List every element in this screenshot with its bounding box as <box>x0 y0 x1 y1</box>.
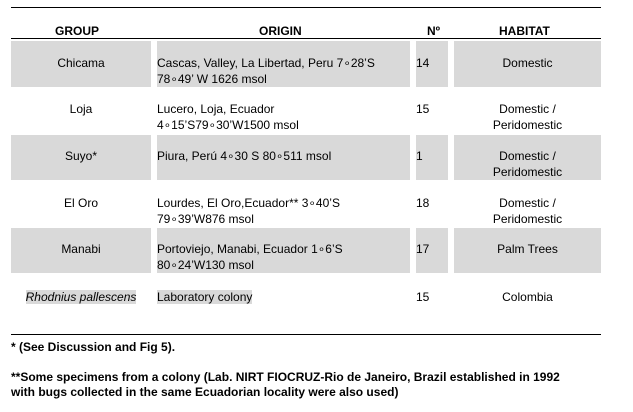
table-row <box>11 99 601 135</box>
habitat-cell: Domestic / Peridomestic <box>492 196 563 226</box>
footnote-discussion: * (See Discussion and Fig 5). <box>11 340 176 354</box>
number-cell: 17 <box>416 228 448 273</box>
number-cell: 18 <box>416 196 430 210</box>
top-rule <box>11 7 601 8</box>
bottom-rule <box>11 334 601 335</box>
group-cell: Loja <box>69 102 93 116</box>
number-cell: 14 <box>416 41 448 87</box>
table-row <box>11 228 601 273</box>
origin-cell: Lucero, Loja, Ecuador 4∘15’S79∘30’W1500 msol <box>157 102 299 132</box>
origin-cell: Lourdes, El Oro,Ecuador** 3∘40’S 79∘39’W876 msol <box>157 196 340 226</box>
origin-cell: Cascas, Valley, La Libertad, Peru 7∘28’S 78∘49’ W 1626 msol <box>157 41 410 87</box>
origin-cell: Laboratory colony <box>157 290 253 304</box>
habitat-cell: Palm Trees <box>454 228 601 273</box>
footnote-colony-line-1: **Some specimens from a colony (Lab. NIRT FIOCRUZ-Rio de Janeiro, Brazil established in 1992 <box>11 370 560 384</box>
group-cell: Chicama <box>11 41 151 87</box>
habitat-cell: Domestic / Peridomestic <box>492 102 563 132</box>
number-cell: 1 <box>416 135 448 180</box>
table-row <box>11 135 601 180</box>
habitat-cell: Domestic / Peridomestic <box>454 135 601 180</box>
group-cell: Manabi <box>11 228 151 273</box>
header-group: GROUP <box>55 24 100 38</box>
table-row <box>11 194 601 230</box>
header-rule <box>11 38 601 39</box>
group-cell: El Oro <box>63 196 98 210</box>
footnote-colony-line-2: with bugs collected in the same Ecuadorian locality were also used) <box>11 385 399 399</box>
origin-cell: Portoviejo, Manabi, Ecuador 1∘6’S 80∘24’W130 msol <box>157 228 410 273</box>
number-cell: 15 <box>416 290 430 304</box>
header-number: Nº <box>427 24 441 38</box>
number-cell: 15 <box>416 102 430 116</box>
table-row <box>11 41 601 87</box>
header-origin: ORIGIN <box>259 24 302 38</box>
header-habitat: HABITAT <box>499 24 550 38</box>
habitat-cell: Domestic <box>454 41 601 87</box>
origin-cell: Piura, Perú 4∘30 S 80∘511 msol <box>157 135 410 180</box>
group-cell: Rhodnius pallescens <box>25 290 137 304</box>
habitat-cell: Colombia <box>502 290 553 304</box>
group-cell: Suyo* <box>11 135 151 180</box>
table-row <box>11 289 601 307</box>
